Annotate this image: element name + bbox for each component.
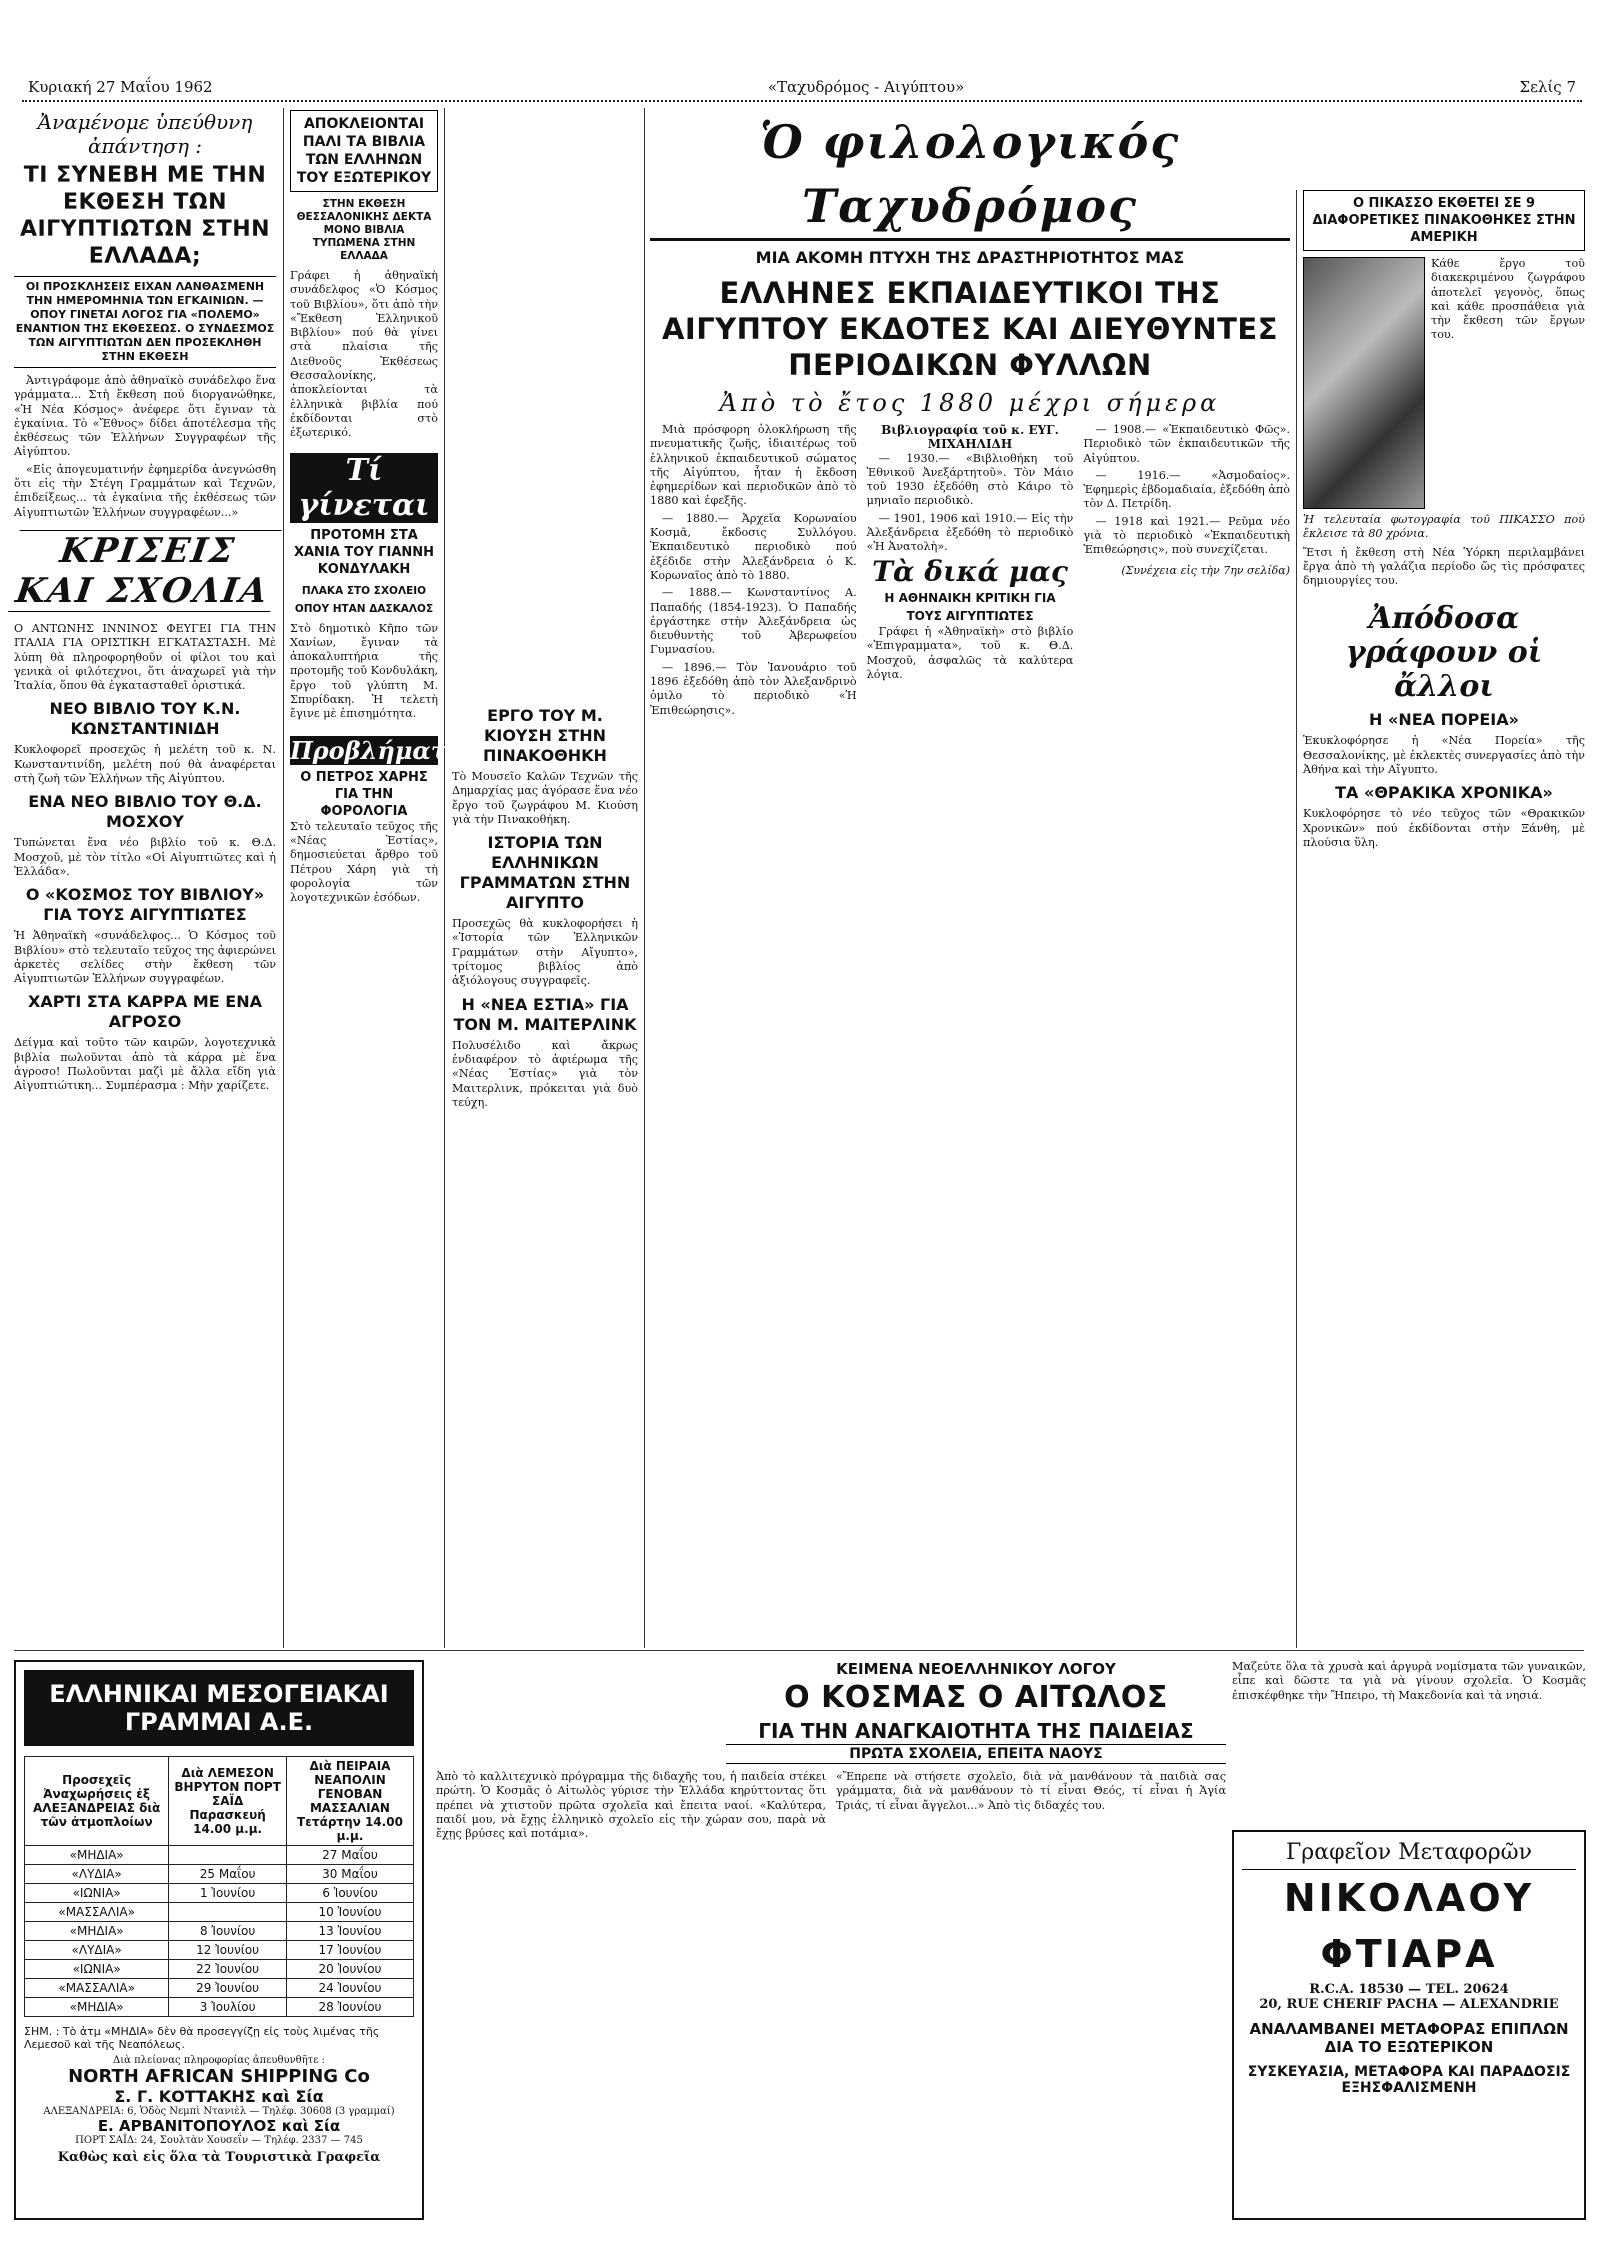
col2-body1: Γράφει ἡ ἀθηναϊκὴ συνάδελφος «Ὁ Κόσμος τοῦ Βιβλίου», ὅτι ἀπὸ τὴν «Ἔκθεση Ἑλληνικοῦ Βιβλίου» πού θὰ γίνει στὰ πλαίσια τῆς Διεθνοῦς Ἐκθέσεως Θεσσαλονίκης, ἀποκλείονται τὰ ἑλληνικὰ βιβλία πού ἐκδίδονται στὸ ἐξωτερικό. xyxy=(290,269,438,440)
tigine-banner: Τί γίνεται xyxy=(290,453,438,523)
schedule-cell: 8 Ἰουνίου xyxy=(169,1922,287,1941)
nea-body: Ἐκυκλοφόρησε ἡ «Νέα Πορεία» τῆς Θεσσαλονίκης, μὲ ἐκλεκτὲς συνεργασίες ἀπὸ τὴν Ἀθήνα καὶ τὴν Αἴγυπτο. xyxy=(1303,734,1585,777)
col2-body3: Στὸ τελευταῖο τεῦχος τῆς «Νέας Ἑστίας», δημοσιεύεται ἄρθρο τοῦ Πέτρου Χάρη γιὰ τὴ φορολογία τῶν λογοτεχνικῶν ἐσόδων. xyxy=(290,819,438,905)
agent-name-3: Ε. ΑΡΒΑΝΙΤΟΠΟΥΛΟΣ καὶ Σία xyxy=(97,2117,341,2135)
col1-kicker: Ἀναμένομε ὑπεύθυνη ἀπάντηση : xyxy=(37,110,253,158)
schedule-cell: «ΙΩΝΙΑ» xyxy=(25,1960,169,1979)
shipping-title: ΕΛΛΗΝΙΚΑΙ ΜΕΣΟΓΕΙΑΚΑΙ ΓΡΑΜΜΑΙ Α.Ε. xyxy=(24,1670,414,1746)
schedule-body xyxy=(25,1846,414,2017)
picasso-box xyxy=(1303,190,1585,251)
novel-body: Κυκλοφορεῖ προσεχῶς ἡ μελέτη τοῦ κ. Ν. Κωνσταντινίδη, μελέτη πού θὰ ἀναφέρεται στὴ ζωὴ τῶν Ἑλλήνων τῆς Αἰγύπτου. xyxy=(14,743,276,786)
col2-deck2: ΠΛΑΚΑ ΣΤΟ ΣΧΟΛΕΙΟ ΟΠΟΥ ΗΤΑΝ ΔΑΣΚΑΛΟΣ xyxy=(294,584,434,615)
paper-name: «Ταχυδρόμος - Αιγύπτου» xyxy=(762,78,970,96)
schedule-row xyxy=(25,1846,414,1865)
schedule-cell: 3 Ἰουλίου xyxy=(169,1998,287,2017)
mosxos-body: Τυπώνεται ἕνα νέο βιβλίο τοῦ κ. Θ.Δ. Μοσχοῦ, μὲ τὸν τίτλο «Οἱ Αἰγυπτιῶτες καὶ ἡ Ἑλλάδα». xyxy=(14,836,276,878)
tadika-head: Η ΑΘΗΝΑΙΚΗ ΚΡΙΤΙΚΗ ΓΙΑ ΤΟΥΣ ΑΙΓΥΠΤΙΩΤΕΣ xyxy=(884,590,1056,623)
feature-columns xyxy=(650,423,1290,721)
paragraph: — 1880.— Ἀρχεῖα Κορωναίου Κοσμᾶ, ἔκδοσις Συλλόγου. Ἐκπαιδευτικὸ περιοδικὸ πού ἐξέδιδε στὴν Ἀλεξάνδρεια ὁ Κ. Κορωναῖος ἀπὸ τὸ 1880. xyxy=(650,511,857,582)
col2-box xyxy=(290,110,438,192)
schedule-row xyxy=(25,1979,414,1998)
agent-lead: Διὰ πλείονας πληροφορίας ἀπευθυνθῆτε : xyxy=(113,2055,325,2066)
column-1 xyxy=(14,110,276,1645)
apodosa-banner: Ἀπόδοσα γράφουν οἱ ἄλλοι xyxy=(1345,601,1543,705)
shipping-schedule xyxy=(24,1756,414,2017)
feature-col-c xyxy=(1083,423,1290,721)
schedule-header-cell: Διὰ ΛΕΜΕΣΟΝ ΒΗΡΥΤΟΝ ΠΟΡΤ ΣΑΪΔ Παρασκευή 14.00 μ.μ. xyxy=(169,1757,287,1846)
nea-head: Η «ΝΕΑ ΠΟΡΕΙΑ» xyxy=(1369,710,1519,730)
schedule-cell xyxy=(169,1903,287,1922)
column-2 xyxy=(290,110,466,1645)
schedule-cell: 30 Μαΐου xyxy=(286,1865,413,1884)
novel-head: ΝΕΟ ΒΙΒΛΙΟ ΤΟΥ Κ.Ν. ΚΩΝΣΤΑΝΤΙΝΙΔΗ xyxy=(49,699,241,739)
moving-name: ΝΙΚΟΛΑΟΥ ΦΤΙΑΡΑ xyxy=(1283,1876,1535,1976)
schedule-cell: «ΛΥΔΙΑ» xyxy=(25,1941,169,1960)
aitolos-sub2: ΠΡΩΤΑ ΣΧΟΛΕΙΑ, ΕΠΕΙΤΑ ΝΑΟΥΣ xyxy=(726,1744,1226,1764)
schedule-cell: «ΜΗΔΙΑ» xyxy=(25,1998,169,2017)
picasso-row xyxy=(1303,257,1585,509)
feature-headline: ΕΛΛΗΝΕΣ ΕΚΠΑΙΔΕΥΤΙΚΟΙ ΤΗΣ ΑΙΓΥΠΤΟΥ ΕΚΔΟΤΕΣ ΚΑΙ ΔΙΕΥΘΥΝΤΕΣ ΠΕΡΙΟΔΙΚΩΝ ΦΥΛΛΩΝ xyxy=(661,276,1279,382)
thrakika-body: Κυκλοφόρησε τὸ νέο τεῦχος τῶν «Θρακικῶν Χρονικῶν» πού ἐκδίδονται στὴν Ξάνθη, μὲ πλούσια ὕλη. xyxy=(1303,807,1585,849)
paragraph: — 1918 καὶ 1921.— Ρεῦμα νέο γιὰ τὸ περιοδικὸ «Ἐκπαιδευτικὴ Ἐπιθεώρησις», ποὺ συνεχίζεται. xyxy=(1083,514,1291,557)
provl-banner: Προβλήματα xyxy=(290,735,466,765)
picasso-caption: Ἡ τελευταία φωτογραφία τοῦ ΠΙΚΑΣΣΟ πού ἔκλεισε τὰ 80 χρόνια. xyxy=(1303,513,1585,541)
schedule-row xyxy=(25,1922,414,1941)
schedule-cell xyxy=(169,1846,287,1865)
column-rule xyxy=(444,108,445,1648)
moving-line-4: ΕΞΗΣΦΑΛΙΣΜΕΝΗ xyxy=(1341,2080,1477,2096)
col6-text xyxy=(1232,1660,1586,1820)
col3-item-head: Η «ΝΕΑ ΕΣΤΙΑ» ΓΙΑ ΤΟΝ Μ. ΜΑΙΤΕΡΛΙΝΚ xyxy=(453,994,637,1034)
paragraph: — 1888.— Κωνσταντίνος Α. Παπαδής (1854-1923). Ὁ Παπαδής ἐργάστηκε στὴν Ἀλεξάνδρεια ὡς διευθυντὴς τοῦ Ἀβερωφείου Γυμνασίου. xyxy=(650,586,857,657)
agent-address: ΑΛΕΞΑΝΔΡΕΙΑ: 6, Ὁδὸς Νεμπὶ Ντανιὲλ — Τηλέφ. 30608 (3 γραμμαί) xyxy=(43,2106,395,2117)
col3-item-body: Πολυσέλιδο καὶ ἄκρως ἐνδιαφέρον τὸ ἀφιέρωμα τῆς «Νέας Ἑστίας» γιὰ τὸν Μαιτερλινκ, πρόκειται γιὰ δυὸ τεύχη. xyxy=(452,1038,638,1109)
paragraph: — 1930.— «Βιβλιοθήκη τοῦ Ἐθνικοῦ Ἀνεξάρτητοῦ». Τὸν Μάιο τοῦ 1930 ἐξεδόθη στὸ Κάιρο τὸ μηνιαῖο περιοδικὸ. xyxy=(866,451,1074,508)
schedule-cell: «ΜΑΣΣΑΛΙΑ» xyxy=(25,1979,169,1998)
paragraph: «Εἰς ἀπογευματινήν ἐφημερίδα ἀνεγνώσθη ὅτι εἰς τὴν Στέγη Γραμμάτων καὶ Τεχνῶν, ἐπιδείξεως... τὰ ἐγκαίνια τῆς ἐκθέσεως τῶν Αἰγυπτιωτῶν Ἑλλήνων συγγραφέων...» xyxy=(14,462,276,519)
column-rule xyxy=(283,108,284,1648)
col1-headline: ΤΙ ΣΥΝΕΒΗ ΜΕ ΤΗΝ ΕΚΘΕΣΗ ΤΩΝ ΑΙΓΥΠΤΙΩΤΩΝ ΣΤΗΝ ΕΛΛΑΔΑ; xyxy=(19,163,271,269)
picasso-body2: Ἔτσι ἡ ἔκθεση στὴ Νέα Ὑόρκη περιλαμβάνει ἔργα ἀπὸ τὴ γαλάζια περίοδο ὥς τὶς πρόσφατες δημιουργίες του. xyxy=(1303,545,1585,588)
bibliography-credit: Βιβλιογραφία τοῦ κ. ΕΥΓ. ΜΙΧΑΗΛΙΔΗ xyxy=(881,423,1059,452)
shipping-note: ΣΗΜ. : Τὸ ἀτμ «ΜΗΔΙΑ» δὲν θὰ προσεγγίζῃ εἰς τοὺς λιμένας τῆς Λεμεσοῦ καὶ τῆς Νεαπόλεως. xyxy=(24,2025,380,2051)
schedule-cell: 28 Ἰουνίου xyxy=(286,1998,413,2017)
schedule-cell: 25 Μαΐου xyxy=(169,1865,287,1884)
schedule-cell: 24 Ἰουνίου xyxy=(286,1979,413,1998)
picasso-body1: Κάθε ἔργο τοῦ διακεκριμένου ζωγράφου ἀποτελεῖ γεγονὸς, ὅπως καὶ κάθε προσπάθεια γιὰ τὴν ἔκθεση τῶν ἔργων του. xyxy=(1431,257,1585,342)
page-number: Σελίς 7 xyxy=(1514,78,1582,96)
agent-name: NORTH AFRICAN SHIPPING Co xyxy=(68,2066,370,2087)
kriseis-body: Ο ΑΝΤΩΝΗΣ ΙΝΝΙΝΟΣ ΦΕΥΓΕΙ ΓΙΑ ΤΗΝ ΙΤΑΛΙΑ ΓΙΑ ΟΡΙΣΤΙΚΗ ΕΓΚΑΤΑΣΤΑΣΗ. Μὲ λύπη θὰ πληροφορηθοῦν οἱ φίλοι του καὶ γενικὰ οἱ φιλότεχνοι, ὅτι ἀναχωρεῖ γιὰ τὴν Ἰταλία, ὅπου θὰ ἐγκατασταθεῖ ὁριστικά. xyxy=(14,621,276,693)
paragraph: — 1908.— «Ἐκπαιδευτικὸ Φῶς». Περιοδικὸ τῶν ἐκπαιδευτικῶν τῆς Αἰγύπτου. xyxy=(1083,423,1291,465)
moving-line-1: ΑΝΑΛΑΜΒΑΝΕΙ ΜΕΤΑΦΟΡΑΣ ΕΠΙΠΛΩΝ xyxy=(1249,2020,1569,2038)
aitolos-body: Ἀπὸ τὸ καλλιτεχνικὸ πρόγραμμα τῆς διδαχῆς του, ἡ παιδεία στέκει πρώτη. Ὁ Κοσμᾶς ὁ Αἰτωλὸς γύρισε τὴν Ἑλλάδα κηρύττοντας ὅτι πρέπει νὰ χτιστοῦν πρῶτα σχολεῖα καὶ ἔπειτα ναοί. «Καλύτερα, παιδί μου, νὰ ἔχῃς ἑλληνικὸ σχολεῖο εἰς τὴν χώραν σου, παρὰ νὰ ἔχῃς βρύσες καὶ ποτάμια». xyxy=(436,1770,826,1841)
col3-item-body: Τὸ Μουσεῖο Καλῶν Τεχνῶν τῆς Δημαρχίας μας ἀγόρασε ἕνα νέο ἔργο τοῦ ζωγράφου Μ. Κιούση γιὰ τὴν Πινακοθήκη. xyxy=(452,770,638,826)
aitolos-sub: ΓΙΑ ΤΗΝ ΑΝΑΓΚΑΙΟΤΗΤΑ ΤΗΣ ΠΑΙΔΕΙΑΣ xyxy=(758,1719,1194,1743)
xarta-body: Δείγμα καὶ τοῦτο τῶν καιρῶν, λογοτεχνικὰ βιβλία πωλοῦνται ἀπὸ τὰ κάρρα μὲ ἕνα ἀγροσο! Πωλοῦνται μαζὶ μὲ ἄλλα εἴδη γιὰ Αἰγυπτιώτικη... Συμπέρασμα : Μὴν χαρίζετε. xyxy=(14,1036,276,1093)
schedule-cell: «ΛΥΔΙΑ» xyxy=(25,1865,169,1884)
col1-body xyxy=(14,374,276,520)
col2-head1: ΑΠΟΚΛΕΙΟΝΤΑΙ ΠΑΛΙ ΤΑ ΒΙΒΛΙΑ ΤΩΝ ΕΛΛΗΝΩΝ ΤΟΥ ΕΞΩΤΕΡΙΚΟΥ xyxy=(296,116,432,186)
tadika-banner: Τὰ δικά μας xyxy=(872,554,1068,588)
aitolos-article xyxy=(436,1660,1226,2220)
col1-deck: ΟΙ ΠΡΟΣΚΛΗΣΕΙΣ ΕΙΧΑΝ ΛΑΝΘΑΣΜΕΝΗ ΤΗΝ ΗΜΕΡΟΜΗΝΙΑ ΤΩΝ ΕΓΚΑΙΝΙΩΝ. — ΟΠΟΥ ΓΙΝΕΤΑΙ ΛΟΓΟΣ ΓΙΑ «ΠΟΛΕΜΟ» ΕΝΑΝΤΙΟΝ ΤΗΣ ΕΚΘΕΣΕΩΣ. Ο ΣΥΝΔΕΣΜΟΣ ΤΩΝ ΑΙΓΥΠΤΙΩΤΩΝ ΔΕΝ ΠΡΟΣΕΚΛΗΘΗ ΣΤΗΝ ΕΚΘΕΣΗ xyxy=(14,276,276,368)
schedule-row xyxy=(25,1960,414,1979)
continued-note: (Συνέχεια εἰς τὴν 7ην σελίδα) xyxy=(1121,563,1291,577)
kosmos-head: Ο «ΚΟΣΜΟΣ ΤΟΥ ΒΙΒΛΙΟΥ» ΓΙΑ ΤΟΥΣ ΑΙΓΥΠΤΙΩΤΕΣ xyxy=(25,885,265,925)
schedule-cell: 29 Ἰουνίου xyxy=(169,1979,287,1998)
fold-rule xyxy=(14,1650,1584,1651)
moving-address: 20, RUE CHERIF PACHA — ALEXANDRIE xyxy=(1259,1997,1559,2012)
schedule-cell: 13 Ἰουνίου xyxy=(286,1922,413,1941)
aitolos-kicker: ΚΕΙΜΕΝΑ ΝΕΟΕΛΛΗΝΙΚΟΥ ΛΟΓΟΥ xyxy=(836,1660,1116,1678)
moving-rc: R.C.A. 18530 — TEL. 20624 xyxy=(1309,1982,1509,1997)
shipping-footer: Καθὼς καὶ εἰς ὅλα τὰ Τουριστικὰ Γραφεῖα xyxy=(57,2150,381,2165)
column-3 xyxy=(452,700,638,1645)
page-header xyxy=(22,74,1582,102)
mosxos-head: ΕΝΑ ΝΕΟ ΒΙΒΛΙΟ ΤΟΥ Θ.Δ. ΜΟΣΧΟΥ xyxy=(28,792,262,832)
schedule-cell: 27 Μαΐου xyxy=(286,1846,413,1865)
kosmos-body: Ἡ Ἀθηναϊκὴ «συνάδελφος... Ὁ Κόσμος τοῦ Βιβλίου» στὸ τελευταῖο τεῦχος της ἀφιερώνει ἀρκετὲς σελίδες στὴν ἔκθεση τῶν Αἰγυπτιωτῶν Ἑλλήνων συγγραφέων. xyxy=(14,929,276,986)
col2-deck1: ΣΤΗΝ ΕΚΘΕΣΗ ΘΕΣΣΑΛΟΝΙΚΗΣ ΔΕΚΤΑ ΜΟΝΟ ΒΙΒΛΙΑ ΤΥΠΩΜΕΝΑ ΣΤΗΝ ΕΛΛΑΔΑ xyxy=(296,198,432,262)
schedule-row xyxy=(25,1865,414,1884)
issue-date: Κυριακή 27 Μαΐου 1962 xyxy=(22,78,219,96)
paragraph: Ἀντιγράφομε ἀπὸ ἀθηναϊκὸ συνάδελφο ἕνα γράμματα... Στὴ ἔκθεση πού διοργανώθηκε, «Ἡ Νέα Κόσμος» ἀνέφερε ὅτι ἔγιναν τὰ ἐγκαίνια. Τὸ «Ἔθνος» δίδει ἀποτέλεσμα τῆς ἐκθέσεως τῶν Ἑλλήνων Συγγραφέων τῆς Αἰγύπτου. xyxy=(14,374,276,459)
masthead: Ὁ φιλολογικός Ταχυδρόμος xyxy=(650,110,1290,241)
schedule-cell: «ΙΩΝΙΑ» xyxy=(25,1884,169,1903)
aitolos-body-2: «Ἔπρεπε νὰ στήσετε σχολεῖο, διὰ νὰ μανθάνουν τὰ παιδιὰ σας γράμματα, διὰ νὰ μανθάνουν τὸ τί εἶναι Θεός, τί εἶναι ἡ Ἁγία Τριάς, τί εἶναι ἄγγελοι...» Ἀπὸ τὶς διδαχές του. xyxy=(836,1770,1226,1812)
column-5 xyxy=(1303,190,1585,1645)
schedule-cell: 22 Ἰουνίου xyxy=(169,1960,287,1979)
schedule-cell: 6 Ἰουνίου xyxy=(286,1884,413,1903)
paragraph: Μιὰ πρόσφορη ὁλοκλήρωση τῆς πνευματικῆς ζωῆς, ἰδιαιτέρως τοῦ ἑλληνικοῦ ἐκπαιδευτικοῦ σώματος τῆς Αἰγύπτου, ἦταν ἡ ἔκδοση ἐφημερίδων καὶ περιοδικῶν ἀπὸ τὸ 1880 καὶ ἐφεξῆς. xyxy=(650,423,857,508)
paragraph: — 1901, 1906 καὶ 1910.— Εἰς τὴν Ἀλεξάνδρεια ἐξεδόθη τὸ περιοδικὸ «Ἡ Ἀνατολὴ». xyxy=(866,511,1074,554)
thrakika-head: ΤΑ «ΘΡΑΚΙΚΑ ΧΡΟΝΙΚΑ» xyxy=(1335,783,1553,803)
agent-name-2: Σ. Γ. ΚΟΤΤΑΚΗΣ καὶ Σία xyxy=(114,2087,324,2106)
schedule-cell: «ΜΗΔΙΑ» xyxy=(25,1846,169,1865)
feature-col-b xyxy=(867,423,1074,721)
col3-items xyxy=(452,706,638,1110)
col3-item-head: ΙΣΤΟΡΙΑ ΤΩΝ ΕΛΛΗΝΙΚΩΝ ΓΡΑΜΜΑΤΩΝ ΣΤΗΝ ΑΙΓΥΠΤΟ xyxy=(459,833,631,913)
schedule-row xyxy=(25,1941,414,1960)
aitolos-columns xyxy=(436,1770,1226,1841)
picasso-head: Ο ΠΙΚΑΣΣΟ ΕΚΘΕΤΕΙ ΣΕ 9 ΔΙΑΦΟΡΕΤΙΚΕΣ ΠΙΝΑΚΟΘΗΚΕΣ ΣΤΗΝ ΑΜΕΡΙΚΗ xyxy=(1312,196,1576,245)
col6-body: Μαζεύτε ὅλα τὰ χρυσὰ καὶ ἀργυρὰ νομίσματα τῶν γυναικῶν, εἶπε καὶ δῶστε τα γιὰ νὰ γίνουν σχολεῖα. Ὁ Κοσμᾶς ἐπισκέφθηκε τὴν Ἤπειρο, τὴ Μακεδονία καὶ τὰ νησιά. xyxy=(1232,1660,1586,1702)
column-rule xyxy=(644,108,645,1648)
paragraph: — 1896.— Τὸν Ἰανουάριο τοῦ 1896 ἐξεδόθη ἀπὸ τὸν Ἀλεξανδρινὸ ὁμιλο τὸ περιοδικὸ «Ἡ Ἐπιθεώρησις». xyxy=(650,660,857,717)
col3-item-head: ΕΡΓΟ ΤΟΥ Μ. ΚΙΟΥΣΗ ΣΤΗΝ ΠΙΝΑΚΟΘΗΚΗ xyxy=(483,706,607,765)
schedule-header-row xyxy=(25,1757,414,1846)
moving-line-2: ΔΙΑ ΤΟ ΕΞΩΤΕΡΙΚΟΝ xyxy=(1324,2038,1494,2056)
schedule-header-cell: Προσεχεῖς Ἀναχωρήσεις ἐξ ΑΛΕΞΑΝΔΡΕΙΑΣ διὰ τῶν ἀτμοπλοίων xyxy=(25,1757,169,1846)
schedule-cell: 10 Ἰουνίου xyxy=(286,1903,413,1922)
col2-head2: ΠΡΟΤΟΜΗ ΣΤΑ ΧΑΝΙΑ ΤΟΥ ΓΙΑΝΝΗ ΚΟΝΔΥΛΑΚΗ xyxy=(293,527,435,577)
col2-head3: Ο ΠΕΤΡΟΣ ΧΑΡΗΣ ΓΙΑ ΤΗΝ ΦΟΡΟΛΟΓΙΑ xyxy=(300,769,428,819)
schedule-cell: 1 Ἰουνίου xyxy=(169,1884,287,1903)
schedule-cell: 20 Ἰουνίου xyxy=(286,1960,413,1979)
schedule-header-cell: Διὰ ΠΕΙΡΑΙΑ ΝΕΑΠΟΛΙΝ ΓΕΝΟΒΑΝ ΜΑΣΣΑΛΙΑΝ Τετάρτην 14.00 μ.μ. xyxy=(286,1757,413,1846)
schedule-row xyxy=(25,1884,414,1903)
col3-item-body: Προσεχῶς θὰ κυκλοφορήσει ἡ «Ἱστορία τῶν Ἑλληνικῶν Γραμμάτων στὴν Αἴγυπτο», τρίτομος βιβλίος ἀπὸ ἀξιόλογους συγγραφεῖς. xyxy=(452,917,638,988)
schedule-cell: «ΜΗΔΙΑ» xyxy=(25,1922,169,1941)
moving-top: Γραφεῖον Μεταφορῶν xyxy=(1242,1840,1576,1870)
kriseis-banner: ΚΡΙΣΕΙΣ ΚΑΙ ΣΧΟΛΙΑ xyxy=(8,530,282,612)
shipping-ad xyxy=(14,1660,424,2220)
schedule-cell: 12 Ἰουνίου xyxy=(169,1941,287,1960)
schedule-row xyxy=(25,1903,414,1922)
col2-body2: Στὸ δημοτικὸ Κῆπο τῶν Χανίων, ἔγιναν τὰ ἀποκαλυπτήρια τῆς προτομῆς τοῦ Κονδυλάκη, ἔργο τοῦ γλύπτη Μ. Σπυρίδακη. Ἡ τελετὴ ἔγινε μὲ ἐπισημότητα. xyxy=(290,621,438,721)
feature-subhead: Ἀπὸ τὸ ἔτος 1880 μέχρι σήμερα xyxy=(719,389,1221,417)
moving-line-3: ΣΥΣΚΕΥΑΣΙΑ, ΜΕΤΑΦΟΡΑ ΚΑΙ ΠΑΡΑΔΟΣΙΣ xyxy=(1247,2064,1571,2080)
column-4 xyxy=(650,110,1290,1645)
aitolos-headline: Ο ΚΟΣΜΑΣ Ο ΑΙΤΩΛΟΣ xyxy=(784,1680,1168,1715)
column-rule xyxy=(1296,190,1297,1648)
schedule-cell: «ΜΑΣΣΑΛΙΑ» xyxy=(25,1903,169,1922)
paragraph: Γράφει ἡ «Ἀθηναϊκὴ» στὸ βιβλίο «Ἐπιγραμματα», τοῦ κ. Θ.Δ. Μοσχοῦ, ἀσφαλῶς τὰ καλύτερα λόγια. xyxy=(866,624,1074,681)
picasso-photo xyxy=(1303,257,1425,509)
xarta-head: ΧΑΡΤΙ ΣΤΑ ΚΑΡΡΑ ΜΕ ΕΝΑ ΑΓΡΟΣΟ xyxy=(28,992,262,1032)
moving-ad xyxy=(1232,1830,1586,2220)
schedule-cell: 17 Ἰουνίου xyxy=(286,1941,413,1960)
feature-kicker: ΜΙΑ ΑΚΟΜΗ ΠΤΥΧΗ ΤΗΣ ΔΡΑΣΤΗΡΙΟΤΗΤΟΣ ΜΑΣ xyxy=(755,248,1185,267)
schedule-row xyxy=(25,1998,414,2017)
feature-col-a xyxy=(650,423,857,721)
agent-address-2: ΠΟΡΤ ΣΑΪΔ: 24, Σουλτὰν Χουσεΐν — Τηλέφ. 2337 — 745 xyxy=(75,2135,363,2146)
paragraph: — 1916.— «Ἀσμοδαίος». Ἐφημερὶς ἐβδομαδιαία, ἐξεδόθη ἀπὸ τὸν Δ. Πετρίδη. xyxy=(1083,468,1291,511)
